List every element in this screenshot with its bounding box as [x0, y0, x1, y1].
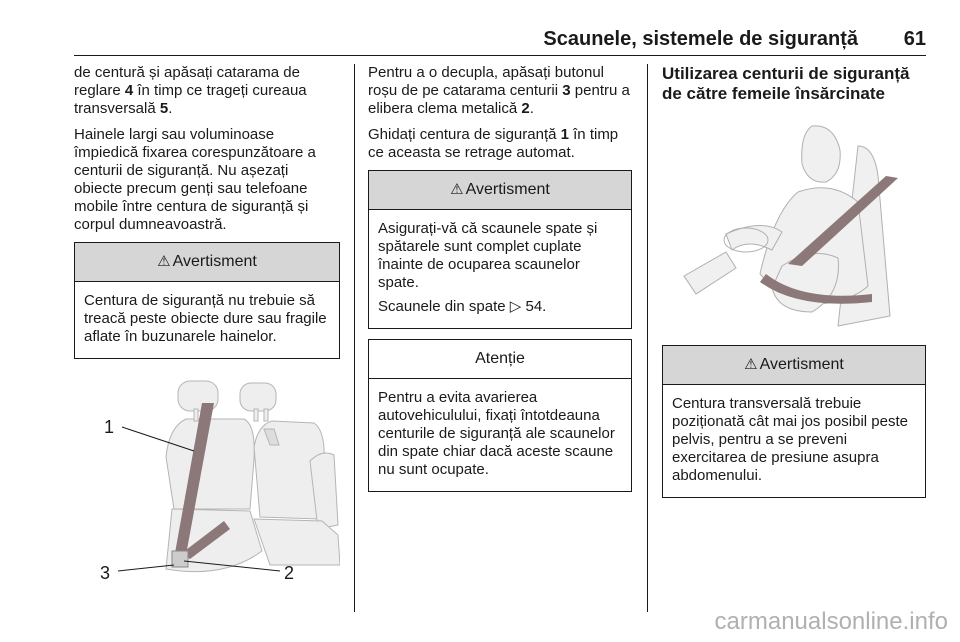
column-1	[74, 64, 340, 590]
paragraph: de centură și apăsați catarama de reglare 4 în timp ce trageți cureaua transversală 5.	[74, 64, 307, 117]
header-rule	[74, 55, 926, 56]
paragraph: Ghidați centura de siguranță 1 în timp ce aceasta se retrage automat.	[368, 126, 619, 161]
warning-box	[74, 242, 340, 359]
page-header	[74, 28, 926, 52]
reference-arrow-icon: ▷	[509, 298, 522, 315]
attention-box-header	[369, 340, 631, 379]
warning-box-header	[369, 171, 631, 210]
warning-text: Centura transversală trebuie poziționată cât mai jos posibil peste pelvis, pentru a se preveni exercitarea de presiune asupra abdomenului.	[672, 395, 908, 484]
section-heading: Utilizarea centurii de siguranță de către femeile însărcinate	[662, 64, 910, 103]
paragraph: Hainele largi sau voluminoase împiedică fixarea corespunzătoare a centurii de siguranță. Nu așezați obiecte precum genți sau telefoane mobile între centura de siguranță și corpul dumneavoastră.	[74, 126, 316, 233]
warning-box-header	[75, 243, 339, 282]
attention-box-body	[369, 379, 631, 491]
warning-box	[368, 170, 632, 329]
watermark: carmanualsonline.info	[714, 608, 948, 635]
page-number: 61	[903, 28, 926, 50]
column-divider-2	[647, 64, 648, 612]
warning-text: Asigurați-vă că scaunele spate și spătarele sunt complet cuplate înainte de ocuparea scaunelor spate.	[378, 220, 598, 291]
warning-title: Avertisment	[759, 356, 844, 373]
paragraph: Pentru a o decupla, apăsați butonul roșu de pe catarama centurii 3 pentru a elibera clema metalică 2.	[368, 64, 630, 117]
column-2	[368, 64, 632, 492]
cross-reference[interactable]: Scaunele din spate ▷ 54.	[378, 298, 547, 315]
warning-box-body	[663, 385, 925, 497]
warning-triangle-icon: ⚠	[450, 181, 464, 198]
callout-2: 2	[284, 563, 295, 583]
attention-box	[368, 339, 632, 492]
warning-title: Avertisment	[172, 253, 257, 270]
attention-text: Pentru a evita avarierea autovehiculului, fixați întotdeauna centurile de siguranță ale scaunelor din spate chiar dacă aceste scaune nu sunt ocupate.	[378, 389, 615, 478]
column-3	[662, 64, 926, 498]
callout-1: 1	[104, 417, 115, 437]
attention-title: Atenție	[475, 350, 525, 367]
warning-triangle-icon: ⚠	[157, 253, 171, 270]
warning-box-body	[75, 282, 339, 358]
warning-box-body	[369, 210, 631, 328]
warning-box-header	[663, 346, 925, 385]
seat-belt-illustration	[74, 369, 340, 590]
warning-title: Avertisment	[465, 181, 550, 198]
pregnant-woman-seatbelt-illustration	[662, 116, 926, 335]
warning-triangle-icon: ⚠	[744, 356, 758, 373]
warning-box	[662, 345, 926, 498]
column-divider-1	[354, 64, 355, 612]
callout-3: 3	[100, 563, 111, 583]
warning-text: Centura de siguranță nu trebuie să treacă peste obiecte dure sau fragile aflate în buzunarele hainelor.	[84, 292, 327, 345]
page-title: Scaunele, sistemele de siguranță	[543, 28, 858, 50]
